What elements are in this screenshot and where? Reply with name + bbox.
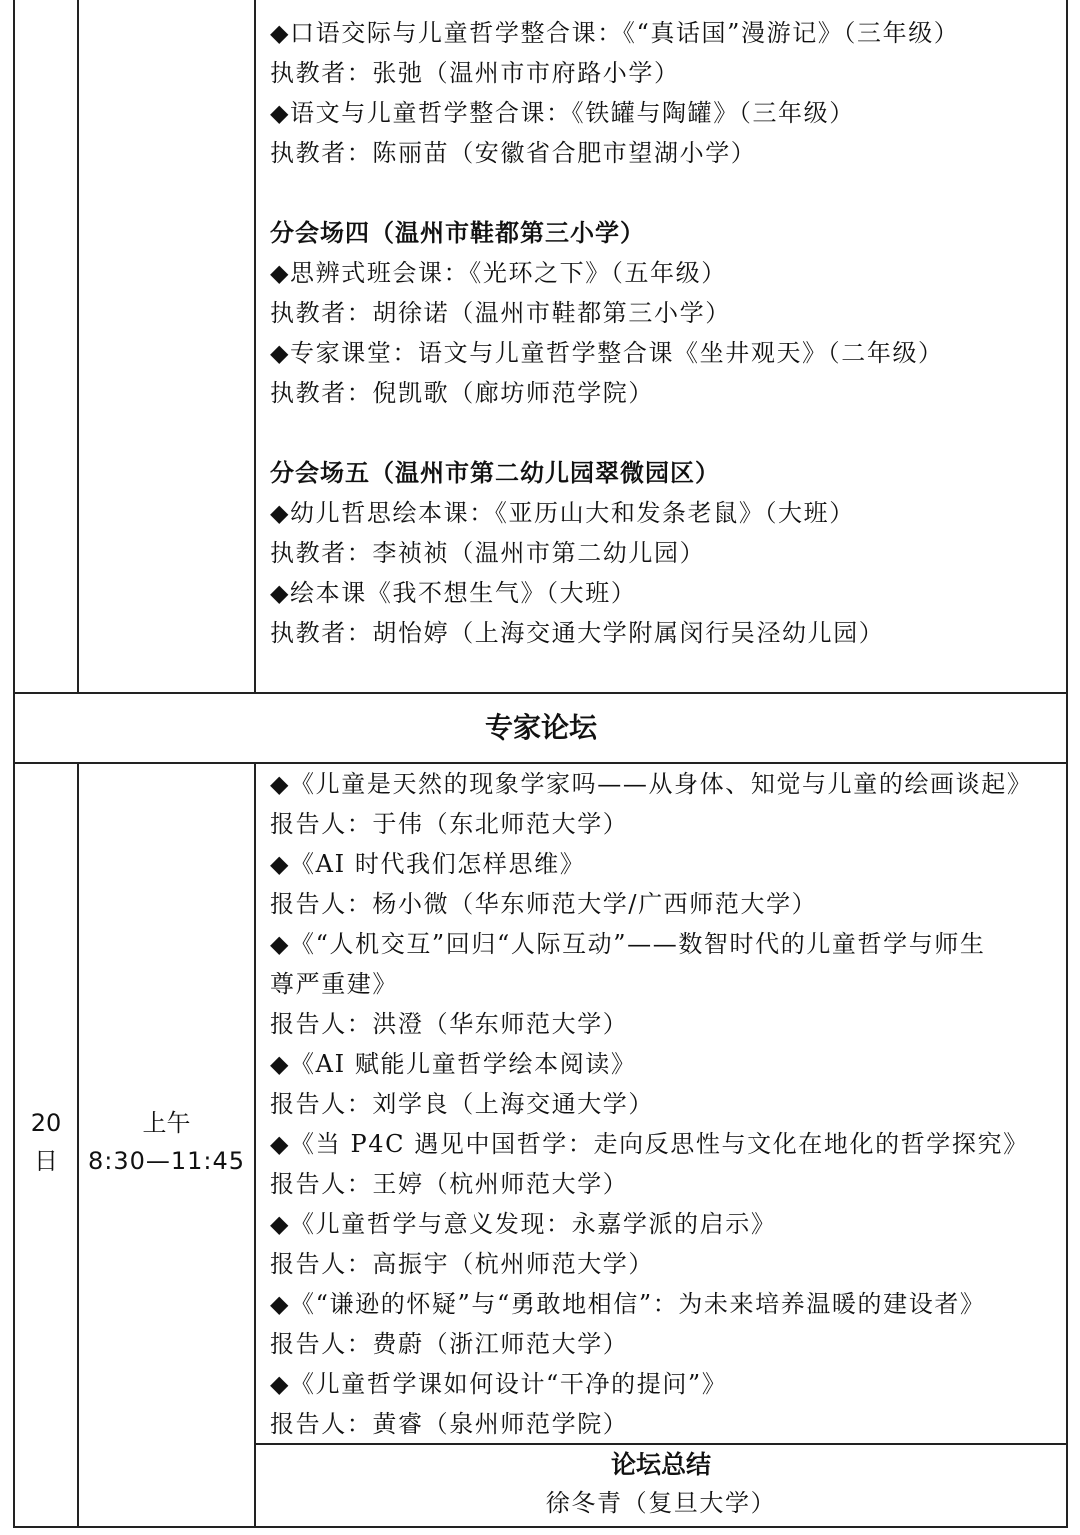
forum-line: ◆《儿童哲学与意义发现：永嘉学派的启示》 (270, 1210, 777, 1238)
schedule-line: ◆思辨式班会课：《光环之下》（五年级） (270, 259, 727, 287)
table-border-bottom (13, 1526, 1068, 1528)
forum-line: 报告人：黄睿（泉州师范学院） (270, 1410, 629, 1438)
schedule-line: ◆绘本课《我不想生气》（大班） (270, 579, 637, 607)
schedule-line: ◆口语交际与儿童哲学整合课：《“真话国”漫游记》（三年级） (270, 19, 960, 47)
table-border-right (1066, 0, 1068, 1528)
forum-line: 报告人：王婷（杭州师范大学） (270, 1170, 629, 1198)
column-divider-2-bottom (254, 763, 256, 1528)
forum-line: 报告人：洪澄（华东师范大学） (270, 1010, 629, 1038)
schedule-line: ◆语文与儿童哲学整合课：《铁罐与陶罐》（三年级） (270, 99, 855, 127)
schedule-line: ◆幼儿哲思绘本课：《亚历山大和发条老鼠》（大班） (270, 499, 855, 527)
forum-line: ◆《“谦逊的怀疑”与“勇敢地相信”：为未来培养温暖的建设者》 (270, 1290, 986, 1318)
schedule-line: 执教者：胡怡婷（上海交通大学附属闵行吴泾幼儿园） (270, 619, 885, 647)
forum-line: 报告人：于伟（东北师范大学） (270, 810, 629, 838)
summary-person: 徐冬青（复旦大学） (545, 1489, 777, 1517)
schedule-line: 执教者：陈丽苗（安徽省合肥市望湖小学） (270, 139, 757, 167)
forum-line: 报告人：费蔚（浙江师范大学） (270, 1330, 629, 1358)
forum-period: 上午 (142, 1109, 191, 1137)
forum-line: 报告人：刘学良（上海交通大学） (270, 1090, 654, 1118)
column-divider-2-top (254, 0, 256, 694)
row-divider-top-block (13, 692, 1068, 694)
forum-line: 报告人：高振宇（杭州师范大学） (270, 1250, 654, 1278)
forum-time (79, 1104, 254, 1180)
forum-day-suffix: 日 (34, 1147, 58, 1175)
schedule-line: 执教者：李祯祯（温州市第二幼儿园） (270, 539, 706, 567)
forum-line: ◆《儿童哲学课如何设计“干净的提问”》 (270, 1370, 728, 1398)
forum-line: ◆《“人机交互”回归“人际互动”——数智时代的儿童哲学与师生 (270, 930, 986, 958)
schedule-line: 执教者：胡徐诺（温州市鞋都第三小学） (270, 299, 731, 327)
forum-time-range: 8:30—11:45 (87, 1147, 246, 1175)
venue-heading: 分会场四（温州市鞋都第三小学） (270, 219, 645, 247)
schedule-line: 执教者：倪凯歌（廊坊师范学院） (270, 379, 654, 407)
schedule-line: ◆专家课堂：语文与儿童哲学整合课《坐井观天》（二年级） (270, 339, 944, 367)
forum-line: ◆《当 P4C 遇见中国哲学：走向反思性与文化在地化的哲学探究》 (270, 1130, 1029, 1158)
section-title: 专家论坛 (484, 711, 597, 744)
forum-line: ◆《AI 时代我们怎样思维》 (270, 850, 586, 878)
venue-heading: 分会场五（温州市第二幼儿园翠微园区） (270, 459, 720, 487)
forum-line: ◆《AI 赋能儿童哲学绘本阅读》 (270, 1050, 637, 1078)
forum-day (15, 1104, 77, 1180)
forum-day-number: 20 (30, 1109, 62, 1137)
forum-line: ◆《儿童是天然的现象学家吗——从身体、知觉与儿童的绘画谈起》 (270, 770, 1033, 798)
table-border-left (13, 0, 15, 1528)
forum-line: 尊严重建》 (270, 970, 398, 998)
schedule-line: 执教者：张弛（温州市市府路小学） (270, 59, 680, 87)
summary-title: 论坛总结 (610, 1450, 711, 1479)
column-divider-1-top (77, 0, 79, 694)
forum-line: 报告人：杨小微（华东师范大学/广西师范大学） (270, 890, 818, 918)
